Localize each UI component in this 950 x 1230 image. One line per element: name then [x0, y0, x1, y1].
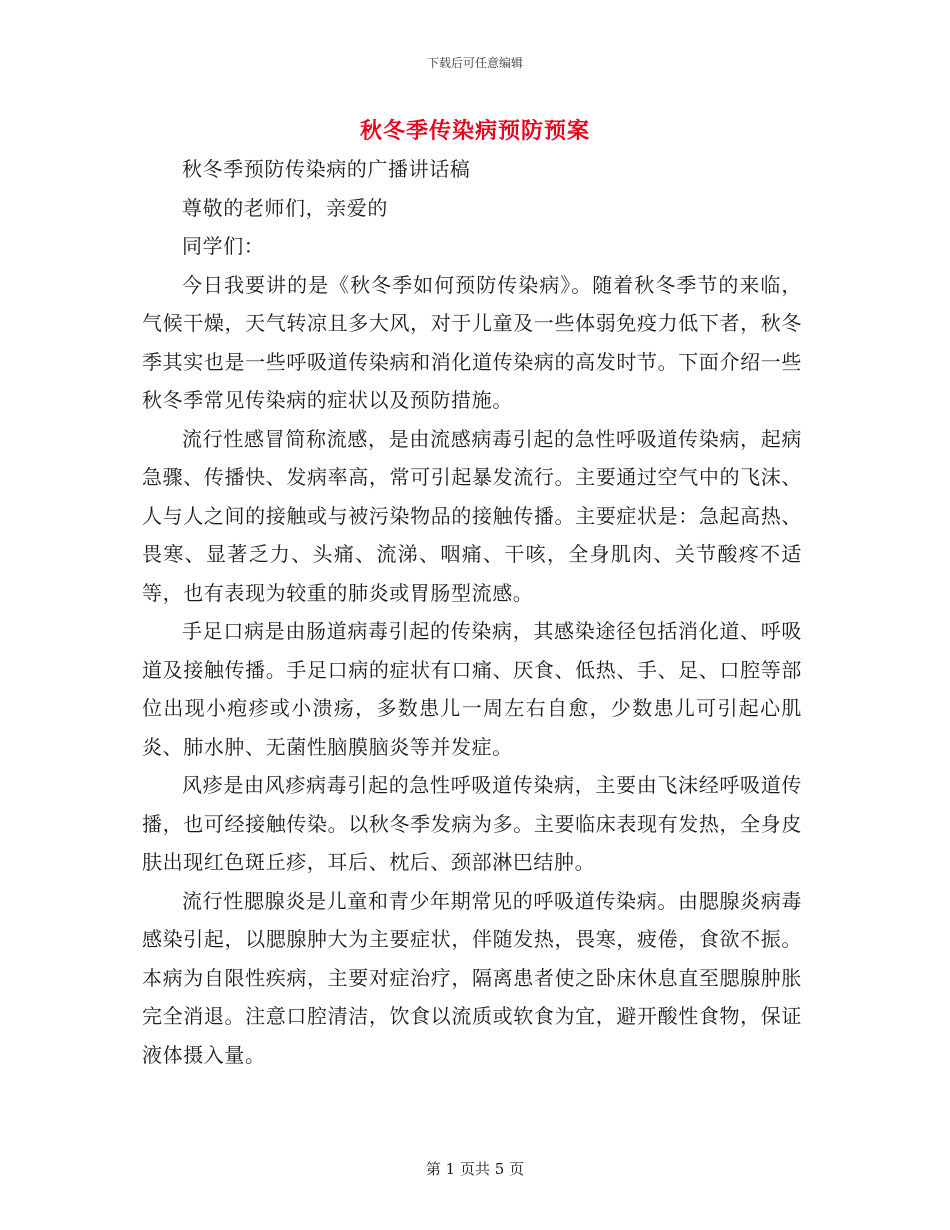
paragraph-intro: 今日我要讲的是《秋冬季如何预防传染病》。随着秋冬季节的来临，气候干燥，天气转凉且多大风，对于儿童及一些体弱免疫力低下者，秋冬季其实也是一些呼吸道传染病和消化道传染病的高发时节。下面介绍一些秋冬季常见传染病的症状以及预防措施。	[142, 272, 802, 412]
paragraph-salutation: 尊敬的老师们，亲爱的	[182, 195, 388, 220]
document-title: 秋冬季传染病预防预案	[359, 118, 590, 144]
page-number: 第 1 页共 5 页	[425, 1160, 525, 1178]
paragraph-mumps: 流行性腮腺炎是儿童和青少年期常见的呼吸道传染病。由腮腺炎病毒感染引起，以腮腺肿大为主要症状，伴随发热，畏寒，疲倦，食欲不振。本病为自限性疾病，主要对症治疗，隔离患者使之卧床休息直至腮腺肿胀完全消退。注意口腔清洁，饮食以流质或软食为宜，避开酸性食物，保证液体摄入量。	[142, 888, 802, 1067]
paragraph-speech-title: 秋冬季预防传染病的广播讲话稿	[182, 157, 471, 181]
document-body	[142, 150, 802, 1074]
paragraph-influenza: 流行性感冒简称流感，是由流感病毒引起的急性呼吸道传染病，起病急骤、传播快、发病率高，常可引起暴发流行。主要通过空气中的飞沫、人与人之间的接触或与被污染物品的接触传播。主要症状是：急起高热、畏寒、显著乏力、头痛、流涕、咽痛、干咳，全身肌肉、关节酸疼不适等，也有表现为较重的肺炎或胃肠型流感。	[142, 426, 802, 605]
paragraph-rubella: 风疹是由风疹病毒引起的急性呼吸道传染病，主要由飞沫经呼吸道传播，也可经接触传染。以秋冬季发病为多。主要临床表现有发热，全身皮肤出现红色斑丘疹，耳后、枕后、颈部淋巴结肿。	[142, 773, 802, 874]
paragraph-hand-foot-mouth: 手足口病是由肠道病毒引起的传染病，其感染途径包括消化道、呼吸道及接触传播。手足口病的症状有口痛、厌食、低热、手、足、口腔等部位出现小疱疹或小溃疡，多数患儿一周左右自愈，少数患儿可引起心肌炎、肺水肿、无菌性脑膜脑炎等并发症。	[142, 619, 802, 759]
paragraph-salutation-cont: 同学们：	[182, 234, 265, 258]
page-header-note: 下载后可任意编辑	[426, 56, 523, 70]
